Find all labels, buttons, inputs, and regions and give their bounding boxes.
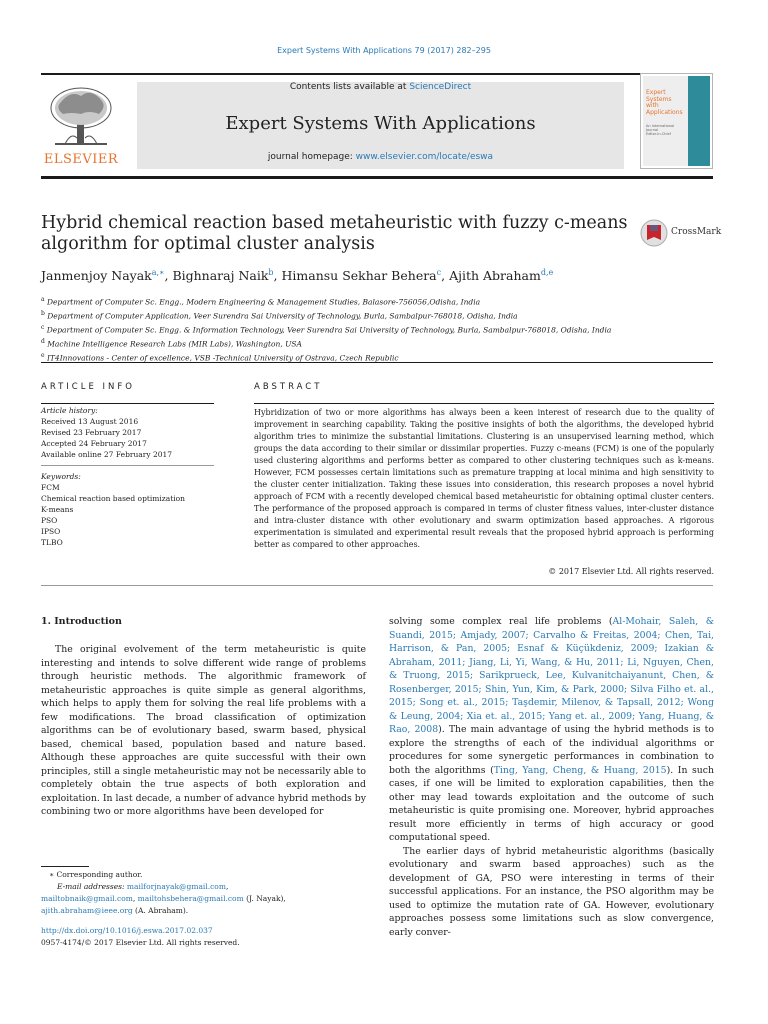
abstract-rule <box>254 403 714 404</box>
body-paragraph: The earlier days of hybrid metaheuristic algorithms (basically evolutionary and swarm based approaches) such as the development of GA, PSO were interesting in terms of their successful applications. For an instance, the PSO algorithm may be used to optimize the mutation rate of GA. However, evolutionary approaches possess some limitations such as slow convergence, early conver- <box>389 845 714 938</box>
author-name: Janmenjoy Nayak <box>41 268 152 284</box>
journal-title: Expert Systems With Applications <box>225 113 536 134</box>
affiliation-sup: e <box>41 352 45 359</box>
email-label: E-mail addresses: <box>57 882 127 891</box>
author[interactable] <box>449 268 553 283</box>
author-name: Bighnaraj Naik <box>172 268 269 284</box>
affiliation-sup: c <box>41 324 45 331</box>
affiliation-text: Department of Computer Sc. Engg. & Information Technology, Veer Surendra Sai University of Technology, Burla, Sambalpur-768018, Odisha, India <box>46 325 612 335</box>
footnote-block <box>41 869 366 917</box>
affiliation-list <box>41 294 721 364</box>
affiliation-text: Department of Computer Sc. Engg., Modern Engineering & Management Studies, Balasore-756056,Odisha, India <box>46 297 481 307</box>
affiliation-text: Machine Intelligence Research Labs (MIR Labs), Washington, USA <box>47 339 302 349</box>
keyword: K-means <box>41 505 74 514</box>
homepage-link[interactable]: www.elsevier.com/locate/eswa <box>355 152 494 162</box>
header-bottom-rule <box>41 176 713 179</box>
paragraph-text: ). The main advantage of using the hybrid methods is to explore the strengths of each of the individual algorithms or procedures for some synergetic performances in combination to both the algorithms ( <box>389 724 714 776</box>
doi-link[interactable]: http://dx.doi.org/10.1016/j.eswa.2017.02.037 <box>41 926 213 935</box>
cover-strip <box>688 76 710 166</box>
abstract-bottom-rule <box>41 585 713 586</box>
affiliation-sup: b <box>41 310 45 317</box>
email-line <box>41 881 366 893</box>
elsevier-wordmark: ELSEVIER <box>43 152 119 167</box>
author-name: Ajith Abraham <box>449 268 541 284</box>
body-paragraph: The original evolvement of the term metaheuristic is quite interesting and intends to solve different wide range of problems through heuristic methods. The algorithmic framework of metaheuristic approaches is quite simple as general algorithms, which helps to apply them for solving the real life problems with a few modifications. The broad classification of optimization algorithms can be of evolutionary based, swarm based, physical based, chemical based, population based and nature based. Although these approaches are quite successful with their own principles, still a single metaheuristic may not be necessarily able to completely obtain the true aspects of both exploration and exploitation. In last decade, a number of advance hybrid methods by combining two or more algorithms have been developed for <box>41 644 366 817</box>
journal-cover-thumbnail[interactable] <box>640 73 713 169</box>
body-paragraph <box>389 615 714 845</box>
keyword: TLBO <box>41 538 63 547</box>
doi-block <box>41 925 366 949</box>
abstract-heading: ABSTRACT <box>254 382 323 392</box>
keywords-label: Keywords: <box>41 472 81 481</box>
author-separator: , <box>164 268 173 284</box>
author-affil-sup[interactable]: b <box>268 268 274 277</box>
affiliation-text: Department of Computer Application, Veer Surendra Sai University of Technology, Burla, Sambalpur-768018, Odisha, India <box>47 311 518 321</box>
article-info-heading: ARTICLE INFO <box>41 382 135 392</box>
history-item: Received 13 August 2016 <box>41 417 139 426</box>
keyword: Chemical reaction based optimization <box>41 494 185 503</box>
footnote-rule <box>41 866 89 867</box>
header-top-rule <box>41 73 713 75</box>
keywords-rule <box>41 465 214 466</box>
author-affil-sup[interactable]: a,∗ <box>151 268 165 277</box>
article-info-panel <box>41 405 221 460</box>
contents-line <box>137 82 624 92</box>
abstract-text: Hybridization of two or more algorithms has always been a keen interest of research due to the quality of improvement in searching capability. Taking the positive insights of both the algorithms, the developed hybrid algorithm tries to minimize the substantial limitations. Clustering is an unsupervised learning method, which groups the data according to their similar or dissimilar properties. Fuzzy c-means (FCM) is one of the popularly used clustering algorithms and performs better as compared to other clustering techniques such as k-means. However, FCM possesses certain limitations such as premature trapping at local minima and high sensitivity to the cluster center initialization. Taking these issues into consideration, this research proposes a novel hybrid approach of FCM with a recently developed chemical based metaheuristic for obtaining optimal cluster centers. The performance of the proposed approach is compared in terms of cluster fitness values, inter-cluster distance and intra-cluster distance with other evolutionary and swarm optimization based approaches. A rigorous experimentation is simulated and experimental result reveals that the proposed hybrid approach is performing better as compared to other approaches. <box>254 408 714 549</box>
journal-homepage-line <box>137 152 624 162</box>
author-affil-sup[interactable]: d,e <box>540 268 554 277</box>
right-column <box>389 615 714 939</box>
author[interactable] <box>282 268 442 283</box>
crossmark-label: CrossMark <box>671 227 722 237</box>
crossmark-icon <box>640 219 668 247</box>
issn-line: 0957-4174/© 2017 Elsevier Ltd. All rights reserved. <box>41 938 240 947</box>
affiliation-sup: d <box>41 338 45 345</box>
cover-editors-line: Editor-in-Chief <box>646 132 671 136</box>
paragraph-text: solving some complex real life problems ( <box>389 616 613 627</box>
citation-link[interactable]: Al-Mohair, Saleh, & Suandi, 2015; Amjady, 2007; Carvalho & Freitas, 2004; Chen, Tai, Harrison, & Pan, 2005; Esnaf & Küçükdeniz, 2009; Izakian & Abraham, 2011; Jiang, Li, Yi, Wang, & Hu, 2011; Li, Nguyen, Chen, & Truong, 2015; Sarikprueck, Lee, Kulvanitchaiyanunt, Chen, & Rosenberger, 2015; Shin, Yun, Kim, & Park, 2000; Silva Filho et. al., 2015; Song et. al., 2015; Taşdemir, Milenov, & Tapsall, 2012; Wong & Leung, 2004; Xia et. al., 2015; Yang et. al., 2009; Yang, Huang, & Rao, 2008 <box>389 616 715 735</box>
keyword: IPSO <box>41 527 61 536</box>
email-link[interactable]: ajith.abraham@ieee.org <box>41 906 133 915</box>
affiliation <box>41 308 721 322</box>
citation-link[interactable]: Ting, Yang, Cheng, & Huang, 2015 <box>493 764 667 776</box>
email-line <box>41 893 366 905</box>
affiliation-bottom-rule <box>41 362 713 363</box>
email-note: (A. Abraham). <box>132 906 189 915</box>
history-item: Accepted 24 February 2017 <box>41 439 147 448</box>
author[interactable] <box>41 268 164 283</box>
article-info-rule <box>41 403 214 404</box>
sciencedirect-link[interactable]: ScienceDirect <box>409 82 472 92</box>
journal-reference-link[interactable]: Expert Systems With Applications 79 (2017) 282–295 <box>277 46 491 55</box>
author[interactable] <box>172 268 273 283</box>
keywords-panel <box>41 471 221 548</box>
author-separator: , <box>441 268 450 284</box>
affiliation <box>41 336 721 350</box>
section-heading-introduction: 1. Introduction <box>41 616 122 627</box>
history-label: Article history: <box>41 406 98 415</box>
keyword: PSO <box>41 516 58 525</box>
cover-subtitle <box>646 124 686 136</box>
email-note: (J. Nayak), <box>243 894 286 903</box>
crossmark-badge[interactable] <box>640 219 720 247</box>
email-link[interactable]: mailforjnayak@gmail.com <box>126 882 226 891</box>
history-item: Available online 27 February 2017 <box>41 450 173 459</box>
email-separator: , <box>132 894 138 903</box>
cover-title: Expert Systems with Applications <box>646 89 683 116</box>
affiliation-text: IT4Innovations - Center of excellence, VSB -Technical University of Ostrava, Czech Republic <box>46 353 399 363</box>
contents-prefix: Contents lists available at <box>289 82 410 92</box>
paragraph-text: ). In such cases, if one will be limited to exploration capabilities, then the other may lead towards exploitation and the outcome of such metaheuristic is quite promising one. Moreover, hybrid approaches result more efficiently in terms of high accuracy or good computational speed. <box>389 764 714 843</box>
email-link[interactable]: mailtobnaik@gmail.com <box>41 894 133 903</box>
keyword: FCM <box>41 483 60 492</box>
corresponding-author-note: ∗ Corresponding author. <box>49 870 143 879</box>
paper-title: Hybrid chemical reaction based metaheuristic with fuzzy c-means algorithm for optimal cluster analysis <box>41 213 628 254</box>
author-separator: , <box>273 268 282 284</box>
email-line <box>41 905 366 917</box>
author-affil-sup[interactable]: c <box>436 268 442 277</box>
abstract-copyright: © 2017 Elsevier Ltd. All rights reserved. <box>548 567 714 576</box>
author-name: Himansu Sekhar Behera <box>281 268 437 284</box>
cover-page <box>643 76 710 166</box>
left-column <box>41 643 366 819</box>
affiliation <box>41 294 721 308</box>
affiliation <box>41 322 721 336</box>
cover-subtitle-line: An International Journal <box>646 124 675 132</box>
homepage-prefix: journal homepage: <box>267 152 356 162</box>
author-list <box>41 268 681 283</box>
affiliation-sup: a <box>41 296 45 303</box>
email-separator: , <box>225 882 229 891</box>
history-item: Revised 23 February 2017 <box>41 428 142 437</box>
email-link[interactable]: mailtohsbehera@gmail.com <box>137 894 244 903</box>
